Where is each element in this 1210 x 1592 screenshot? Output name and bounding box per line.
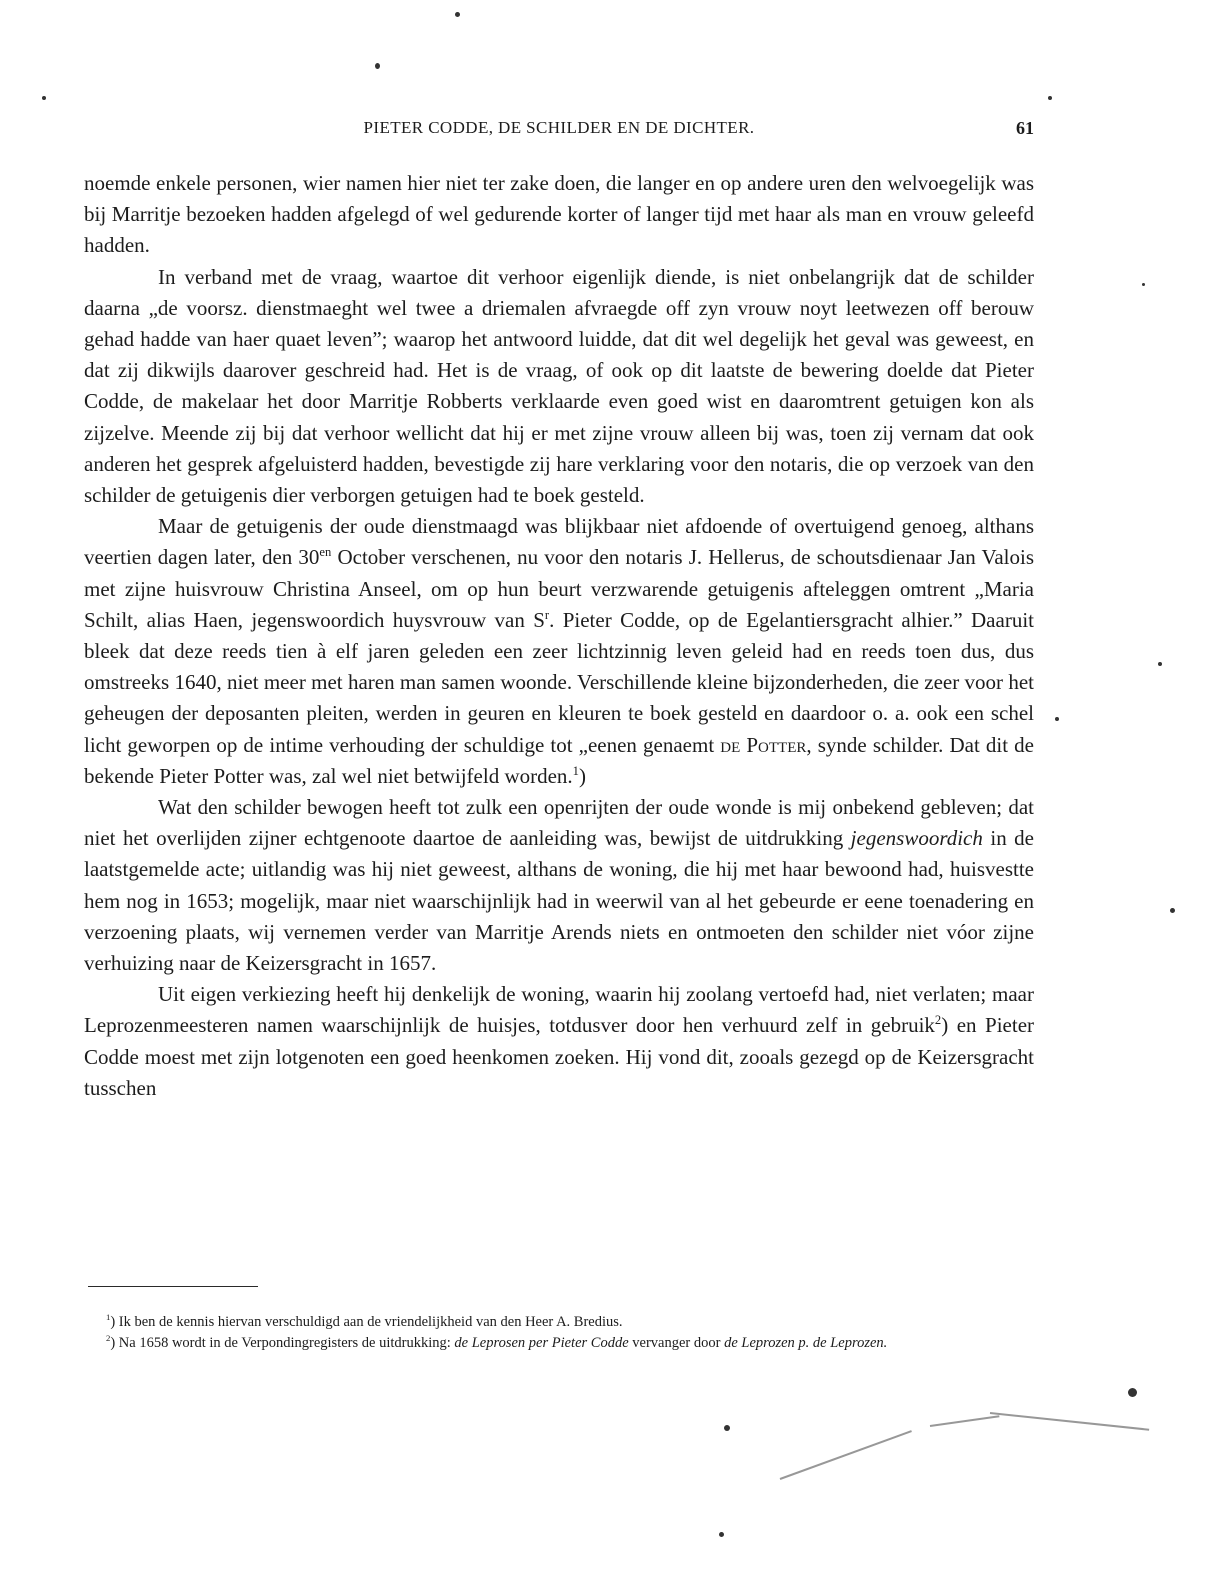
scan-speck bbox=[724, 1425, 730, 1431]
scan-speck bbox=[1142, 283, 1145, 286]
scan-speck bbox=[42, 96, 46, 100]
small-caps-de-potter: de Potter bbox=[720, 732, 807, 757]
footnote-ref-1: 1 bbox=[572, 763, 579, 778]
paragraph-3-part-e: ) bbox=[578, 763, 586, 788]
paragraph-1: noemde enkele personen, wier namen hier niet ter zake doen, die langer en op andere uren den welvoegelijk was bij Marritje bezoeken hadden afgelegd of wel gedurende korter of langer tijd met haar als man en vrouw geleefd hadden. bbox=[84, 171, 1034, 258]
italic-jegenswoordich: jegenswoordich bbox=[850, 826, 983, 851]
paragraph-5-part-a: Uit eigen verkiezing heeft hij denkelijk de woning, waarin hij zoolang vertoefd had, niet verlaten; maar Leprozenmeesteren namen waarschijnlijk de huisjes, totdusver door hen verhuurd zelf in gebruik bbox=[84, 982, 1034, 1038]
running-title: PIETER CODDE, DE SCHILDER EN DE DICHTER. bbox=[363, 118, 755, 137]
page-number: 61 bbox=[1016, 118, 1034, 138]
footnote-1-mark: 1 bbox=[106, 1312, 111, 1323]
superscript-en: en bbox=[319, 545, 332, 560]
page-header bbox=[84, 118, 1034, 148]
footnote-2-italic-1: de Leprosen per Pieter Codde bbox=[454, 1335, 629, 1351]
scan-scratch bbox=[990, 1412, 1149, 1431]
paragraph-5 bbox=[84, 979, 1034, 1104]
scan-speck bbox=[1158, 662, 1162, 666]
paragraph-3-part-c: . Pieter Codde, op de Egelantiersgracht alhier.” Daaruit bleek dat deze reeds tien à elf jaren geleden een zeer lichtzinnig leven geleid had en reeds toen dus, dus omstreeks 1640, niet meer met haren man samen woonde. Verschillende kleine bijzonderheden, die zeer voor het geheugen der deposanten pleiten, werden in geuren en kleuren te boek gesteld en daardoor o. a. ook een schel licht geworpen op de intime verhouding der schuldige tot „eenen genaemt bbox=[84, 607, 1034, 757]
superscript-r: r bbox=[544, 607, 550, 622]
paragraph-3-part-b: October verschenen, nu voor den notaris J. Hellerus, de schoutsdienaar Jan Valois met zijne huisvrouw Christina Anseel, om op hun beurt verzwarende getuigenis afteleggen omtrent „Maria Schilt, alias Haen, jegenswoordich huysvrouw van S bbox=[84, 545, 1034, 632]
footnote-2-part-a: ) Na 1658 wordt in de Verpondingregisters de uitdrukking: bbox=[110, 1335, 455, 1351]
footnotes bbox=[84, 1312, 1034, 1354]
paragraph-3 bbox=[84, 511, 1034, 792]
body-text bbox=[84, 168, 1034, 1104]
scan-scratch bbox=[780, 1430, 912, 1480]
paragraph-2: In verband met de vraag, waartoe dit verhoor eigenlijk diende, is niet onbelangrijk dat de schilder daarna „de voorsz. dienstmaeght wel twee a driemalen afvraegde off zyn vrouw noyt leetwezen off berouw gehad hadde van haer quaet leven”; waarop het antwoord luidde, dat dit wel degelijk het geval was geweest, en dat zij dikwijls daarover geschreid had. Het is de vraag, of ook op dit laatste de bewering doelde dat Pieter Codde, de makelaar het door Marritje Robberts verklaarde even goed wist en daaromtrent getuigen kon als zijzelve. Meende zij bij dat verhoor wellicht dat hij er met zijne vrouw alleen bij was, toen zij vernam dat ook anderen het gesprek afgeluisterd hadden, bevestigde zij hare verklaring voor den notaris, die op verzoek van den schilder de getuigenis dier verborgen getuigen had te boek gesteld. bbox=[84, 264, 1034, 508]
paragraph-4-part-b: in de laatstgemelde acte; uitlandig was hij niet geweest, althans de woning, die hij met haar bewoond had, huisvestte hem nog in 1653; mogelijk, maar niet waarschijnlijk had in weerwil van al het gebeurde er eene toenadering en verzoening plaats, wij vernemen verder van Marritje Arends niets en ontmoeten den schilder niet vóor zijne verhuizing naar de Keizersgracht in 1657. bbox=[84, 826, 1034, 976]
footnote-1-text: ) Ik ben de kennis hiervan verschuldigd aan de vriendelijkheid van den Heer A. Bredius. bbox=[110, 1314, 623, 1330]
paragraph-4 bbox=[84, 792, 1034, 979]
footnote-2-italic-2: de Leprozen p. de Leprozen. bbox=[724, 1335, 888, 1351]
footnote-2-mark: 2 bbox=[106, 1333, 111, 1344]
paragraph-3-part-d: , synde schilder. Dat dit de bekende Pieter Potter was, zal wel niet betwijfeld worden. bbox=[84, 732, 1035, 788]
footnote-1 bbox=[84, 1312, 1034, 1333]
scan-speck bbox=[1055, 717, 1059, 721]
footnote-2 bbox=[84, 1333, 1034, 1354]
footnote-2-part-b: vervanger door bbox=[628, 1335, 725, 1351]
scan-scratch bbox=[930, 1415, 1000, 1427]
footnote-ref-2: 2 bbox=[934, 1013, 942, 1028]
paragraph-3-part-a: Maar de getuigenis der oude dienstmaagd was blijkbaar niet afdoende of overtuigend genoeg, althans veertien dagen later, den 30 bbox=[84, 514, 1034, 570]
paragraph-5-part-b: ) en Pieter Codde moest met zijn lotgenoten een goed heenkomen zoeken. Hij vond dit, zooals gezegd op de Keizersgracht tusschen bbox=[84, 1013, 1035, 1100]
footnote-separator-rule bbox=[88, 1286, 258, 1287]
scan-speck bbox=[1128, 1388, 1137, 1397]
scan-speck bbox=[1048, 96, 1052, 100]
scan-speck bbox=[719, 1532, 724, 1537]
scan-speck bbox=[455, 12, 460, 17]
scan-speck bbox=[1170, 908, 1175, 913]
paragraph-4-part-a: Wat den schilder bewogen heeft tot zulk een openrijten der oude wonde is mij onbekend gebleven; dat niet het overlijden zijner echtgenoote daartoe de aanleiding was, bewijst de uitdrukking bbox=[84, 795, 1034, 851]
scan-speck bbox=[375, 63, 380, 69]
